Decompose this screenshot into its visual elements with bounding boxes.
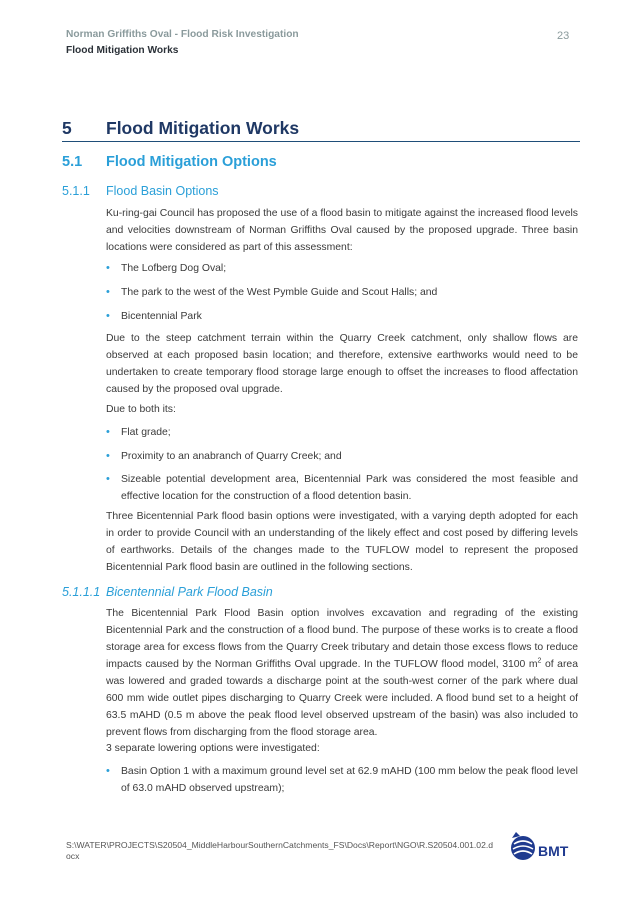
list-item-text: Flat grade;	[121, 427, 171, 438]
running-header-subtitle: Flood Mitigation Works	[66, 45, 179, 56]
bullet-icon: •	[106, 765, 110, 777]
bullet-icon: •	[106, 286, 110, 298]
list-item	[106, 284, 578, 301]
list-item-text: Bicentennial Park	[121, 311, 202, 322]
list-item	[106, 471, 578, 505]
superscript: 2	[537, 657, 542, 665]
list-item	[106, 763, 578, 797]
paragraph-terrain: Due to the steep catchment terrain within the Quarry Creek catchment, only shallow flows are observed at each proposed basin location; and therefore, extensive earthworks would need to be undertaken to create temporary flood storage large enough to offset the increases to flood affectation caused by the proposed oval upgrade.	[106, 333, 578, 395]
logo-text: BMT	[538, 843, 569, 859]
page-number: 23	[557, 30, 570, 42]
subsubsection-number: 5.1.1	[62, 184, 90, 198]
subsubsection-heading	[62, 184, 219, 198]
section-number: 5	[62, 118, 72, 138]
list-item	[106, 424, 578, 441]
paragraph-text-part-1: The Bicentennial Park Flood Basin option involves excavation and regrading of the existing Bicentennial Park and the construction of a flood bund. The purpose of these works is to create a flood storage area for excess flows from the Quarry Creek tributary and detain those excess flows to reduce impacts caused by the Norman Griffiths Oval upgrade. In the TUFLOW flood model, 3100 m	[106, 608, 578, 670]
paragraph-due-to: Due to both its:	[106, 404, 176, 415]
list-item-text: The park to the west of the West Pymble Guide and Scout Halls; and	[121, 287, 438, 298]
subsection-title: Flood Mitigation Options	[106, 154, 277, 170]
paragraph-options: Three Bicentennial Park flood basin options were investigated, with a varying depth adopted for each in order to provide Council with an understanding of the likely effect and cost posed by differing levels of earthworks. Details of the changes made to the TUFLOW model to represent the proposed Bicentennial Park flood basin are outlined in the following sections.	[106, 511, 578, 573]
section-heading	[62, 118, 580, 142]
paragraph-lowering: 3 separate lowering options were investigated:	[106, 743, 320, 754]
bullet-icon: •	[106, 426, 110, 438]
list-item-text: Basin Option 1 with a maximum ground level set at 62.9 mAHD (100 mm below the peak flood level of 63.0 mAHD observed upstream);	[121, 766, 578, 794]
list-item	[106, 260, 578, 277]
subsubsection-title: Flood Basin Options	[106, 184, 219, 198]
running-header-title: Norman Griffiths Oval - Flood Risk Investigation	[66, 29, 299, 40]
list-item	[106, 448, 578, 465]
list-item-text: The Lofberg Dog Oval;	[121, 263, 227, 274]
bullet-icon: •	[106, 262, 110, 274]
subsection-number: 5.1	[62, 154, 83, 170]
bullet-icon: •	[106, 473, 110, 485]
paragraph-intro: Ku-ring-gai Council has proposed the use of a flood basin to mitigate against the increased flood levels and velocities downstream of Norman Griffiths Oval caused by the proposed upgrade. Three basin locations were considered as part of this assessment:	[106, 208, 578, 253]
subsection-heading	[62, 154, 277, 170]
subsubsubsection-number: 5.1.1.1	[62, 585, 101, 599]
subsubsubsection-heading	[62, 585, 273, 599]
list-item-text: Sizeable potential development area, Bicentennial Park was considered the most feasible and effective location for the construction of a flood detention basin.	[121, 474, 578, 502]
paragraph-text-part-2: of area was lowered and graded towards a discharge point at the south-west corner of the park where dual 600 mm wide outlet pipes discharging to Quarry Creek were included. A flood bund set to a height of 63.5 mAHD (0.5 m above the peak flood level observed upstream of the basin) was also included to prevent flows from discharging from the flood storage area.	[106, 659, 578, 738]
list-item	[106, 308, 578, 325]
bullet-icon: •	[106, 310, 110, 322]
list-item-text: Proximity to an anabranch of Quarry Creek; and	[121, 451, 342, 462]
footer-file-path: S:\WATER\PROJECTS\S20504_MiddleHarbourSouthernCatchments_FS\Docs\Report\NGO\R.S20504.001.02.docx	[66, 840, 494, 861]
section-title: Flood Mitigation Works	[106, 118, 300, 138]
bullet-icon: •	[106, 450, 110, 462]
paragraph-basin-description	[106, 605, 578, 741]
subsubsubsection-title: Bicentennial Park Flood Basin	[106, 585, 273, 599]
